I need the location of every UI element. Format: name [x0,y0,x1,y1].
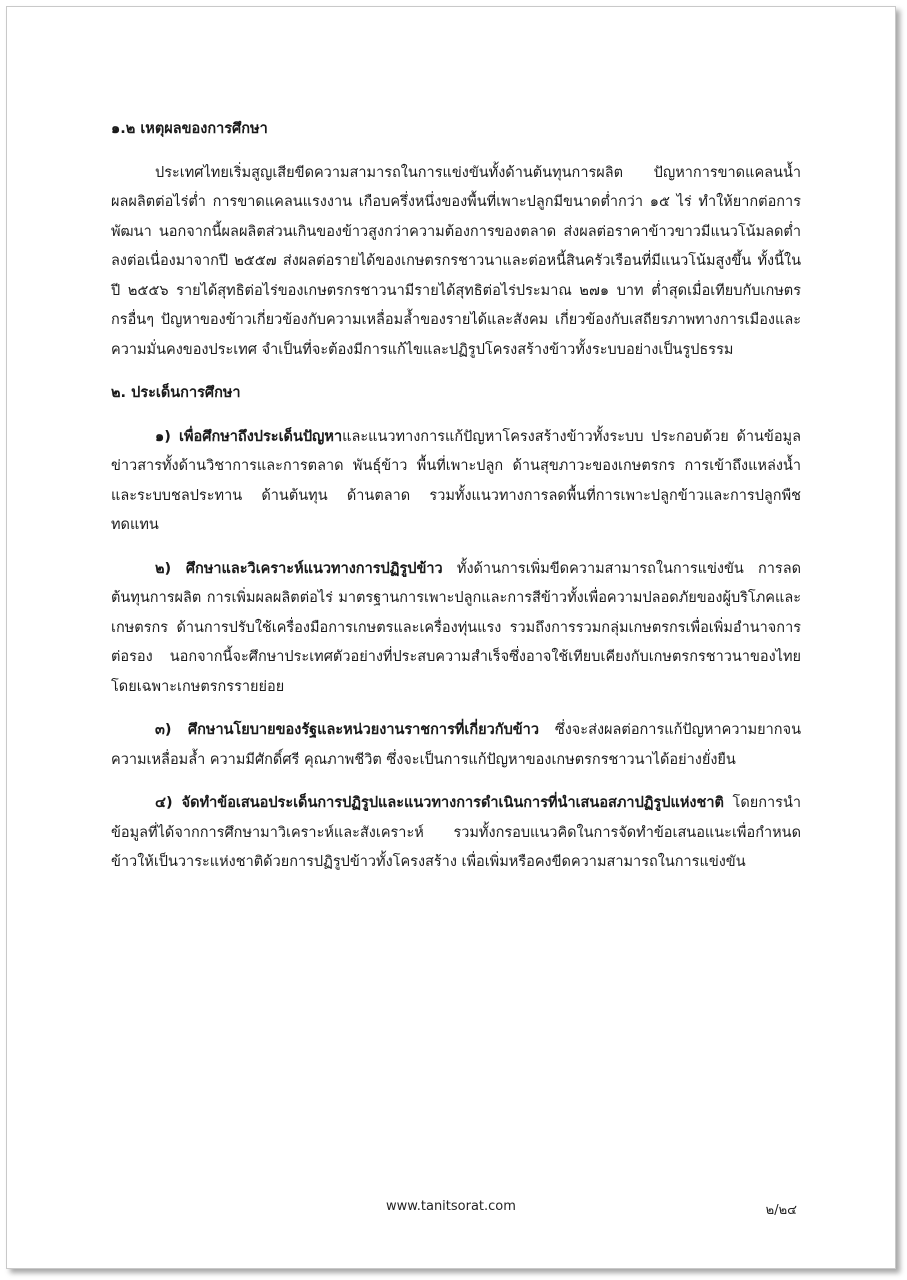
study-item-3-title: ๓) ศึกษานโยบายของรัฐและหน่วยงานราชการที่เกี่ยวกับข้าว [155,722,539,738]
study-item-2-text: ทั้งด้านการเพิ่มขีดความสามารถในการแข่งขัน การลดต้นทุนการผลิต การเพิ่มผลผลิตต่อไร่ มาตรฐานการเพาะปลูกและการสีข้าวทั้งเพื่อความปลอดภัยของผู้บริโภคและเกษตรกร ด้านการปรับใช้เครื่องมือการเกษตรและเครื่องทุ่นแรง รวมถึงการรวมกลุ่มเกษตรกรเพื่อเพิ่มอำนาจการต่อรอง นอกจากนี้จะศึกษาประเทศตัวอย่างที่ประสบความสำเร็จซึ่งอาจใช้เทียบเคียงกับเกษตรกรชาวนาของไทยโดยเฉพาะเกษตรกรรายย่อย [111,560,801,695]
study-item-1-title: ๑) เพื่อศึกษาถึงประเด็นปัญหา [155,428,343,445]
study-item-1 [111,423,801,541]
study-item-3 [111,716,801,775]
study-item-4 [111,789,801,878]
study-item-1-text: และแนวทางการแก้ปัญหาโครงสร้างข้าวทั้งระบบ ประกอบด้วย ด้านข้อมูลข่าวสารทั้งด้านวิชาการและการตลาด พันธุ์ข้าว พื้นที่เพาะปลูก ด้านสุขภาวะของเกษตรกร การเข้าถึงแหล่งน้ำและระบบชลประทาน ด้านต้นทุน ด้านตลาด รวมทั้งแนวทางการลดพื้นที่การเพาะปลูกข้าวและการปลูกพืชทดแทน [111,428,801,533]
study-item-2-title: ๒) ศึกษาและวิเคราะห์แนวทางการปฏิรูปข้าว [155,560,443,577]
section-1-2-paragraph: ประเทศไทยเริ่มสูญเสียขีดความสามารถในการแข่งขันทั้งด้านต้นทุนการผลิต ปัญหาการขาดแคลนน้ำ ผลผลิตต่อไร่ต่ำ การขาดแคลนแรงงาน เกือบครึ่งหนึ่งของพื้นที่เพาะปลูกมีขนาดต่ำกว่า ๑๕ ไร่ ทำให้ยากต่อการพัฒนา นอกจากนี้ผลผลิตส่วนเกินของข้าวสูงกว่าความต้องการของตลาด ส่งผลต่อราคาข้าวขาวมีแนวโน้มลดต่ำลงต่อเนื่องมาจากปี ๒๕๕๗ ส่งผลต่อรายได้ของเกษตรกรชาวนาและต่อหนี้สินครัวเรือนที่มีแนวโน้มสูงขึ้น ทั้งนี้ในปี ๒๕๕๖ รายได้สุทธิต่อไร่ของเกษตรกรชาวนามีรายได้สุทธิต่อไร่ประมาณ ๒๗๑ บาท ต่ำสุดเมื่อเทียบกับเกษตรกรอื่นๆ ปัญหาของข้าวเกี่ยวข้องกับความเหลื่อมล้ำของรายได้และสังคม เกี่ยวข้องกับเสถียรภาพทางการเมืองและความมั่นคงของประเทศ จำเป็นที่จะต้องมีการแก้ไขและปฏิรูปโครงสร้างข้าวทั้งระบบอย่างเป็นรูปธรรม [111,164,801,358]
page-content [111,115,801,892]
study-item-3-text: ซึ่งจะส่งผลต่อการแก้ปัญหาความยากจน ความเหลื่อมล้ำ ความมีศักดิ์ศรี คุณภาพชีวิต ซึ่งจะเป็นการแก้ปัญหาของเกษตรกรชาวนาได้อย่างยั่งยืน [111,722,801,768]
footer-website-link[interactable]: www.tanitsorat.com [386,1199,516,1214]
page-number: ๒/๒๔ [765,1203,797,1218]
study-item-4-title: ๔) จัดทำข้อเสนอประเด็นการปฏิรูปและแนวทางการดำเนินการที่นำเสนอสภาปฏิรูปแห่งชาติ [155,795,724,811]
study-item-2 [111,555,801,703]
section-2-heading: ๒. ประเด็นการศึกษา [111,385,241,401]
document-page [6,6,896,1269]
section-1-2-heading: ๑.๒ เหตุผลของการศึกษา [111,121,268,137]
study-item-4-text: โดยการนำข้อมูลที่ได้จากการศึกษามาวิเคราะห์และสังเคราะห์ รวมทั้งกรอบแนวคิดในการจัดทำข้อเสนอแนะเพื่อกำหนดข้าวให้เป็นวาระแห่งชาติด้วยการปฏิรูปข้าวทั้งโครงสร้าง เพื่อเพิ่มหรือคงขีดความสามารถในการแข่งขัน [111,795,801,870]
